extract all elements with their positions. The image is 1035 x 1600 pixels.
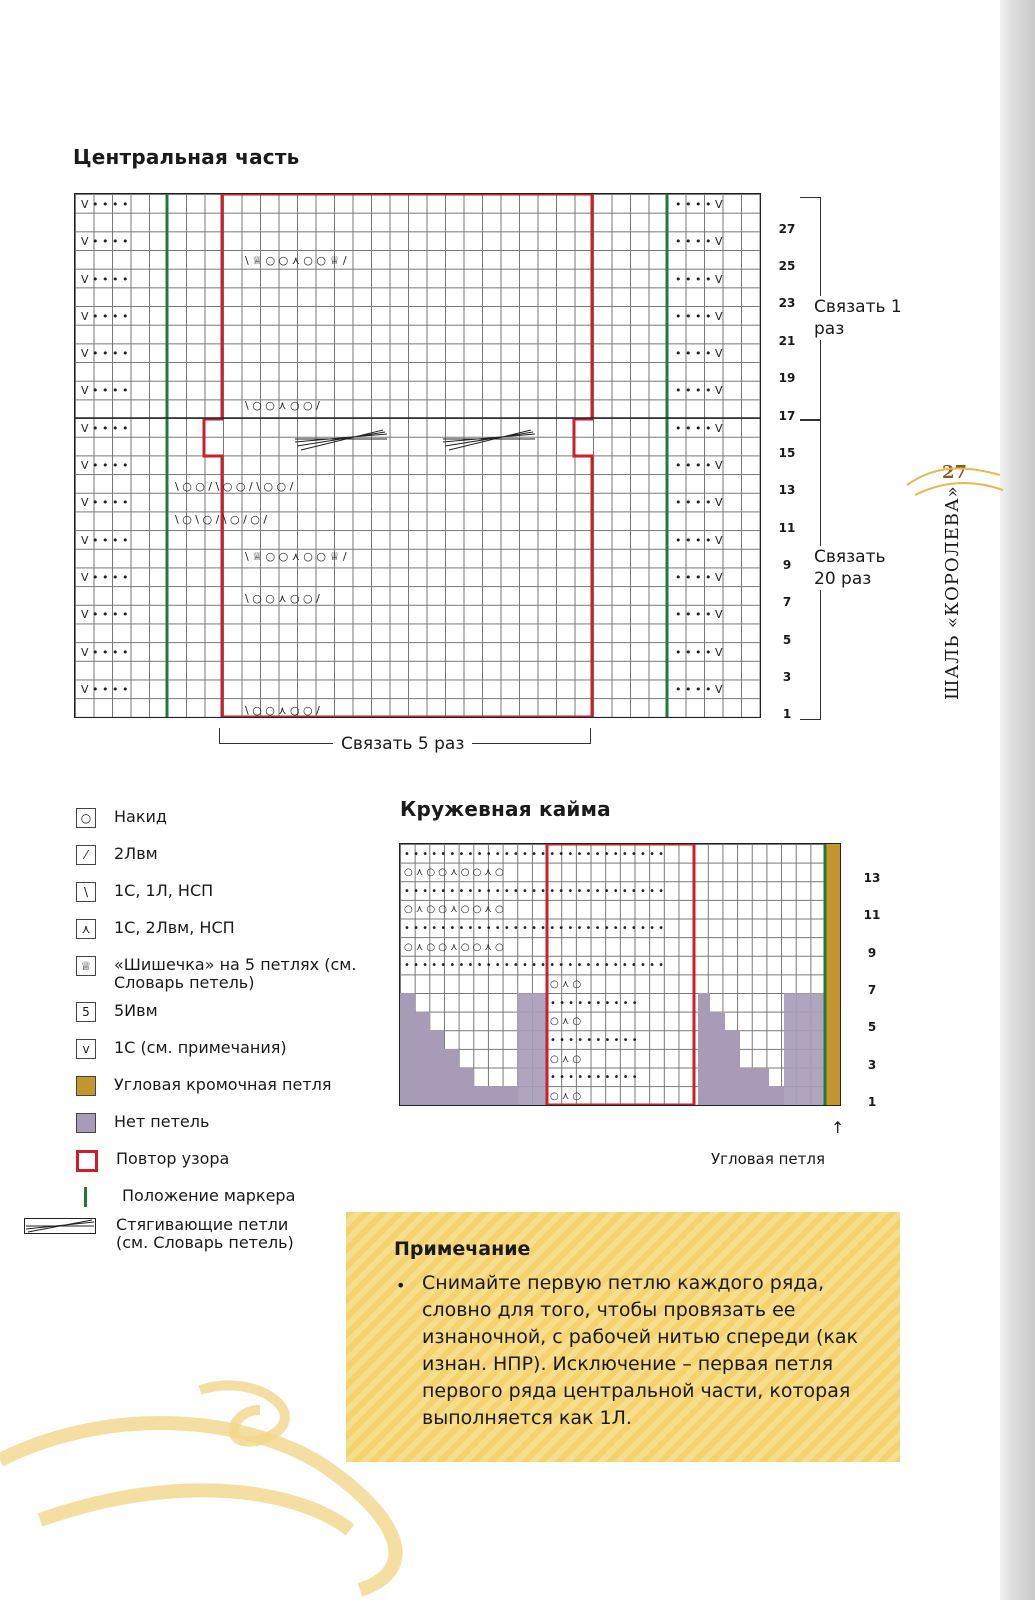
legend-label: Нет петель [114,1112,210,1131]
corner-arrow-icon: ↑ [831,1118,845,1137]
svg-text:V • • • •: V • • • • [81,310,129,323]
svg-text:• • • • • • • • • • • • • • •: • • • • • • • • • • • • • • • • • • • • • • • • • • • • • [404,849,665,860]
legend-label: 2Лвм [114,844,158,863]
legend-label: 1С, 2Лвм, НСП [114,918,235,937]
note-bullet-icon: • [396,1276,406,1295]
row-number: 19 [778,371,796,385]
legend-item [76,845,158,877]
central-chart-title: Центральная часть [73,145,300,169]
row-number: 5 [782,633,792,647]
svg-text:• • • • • • • • • •: • • • • • • • • • • [550,1035,638,1046]
svg-text:V • • • •: V • • • • [81,384,129,397]
gathered-stitches-marks [295,430,535,450]
svg-text:\ ♕ ○ ○ ⋏ ○ ○ ♕ /: \ ♕ ○ ○ ⋏ ○ ○ ♕ / [245,550,347,563]
repeat-label-top: Связать 1 раз [814,296,904,340]
svg-text:• • • • V: • • • • V [675,608,723,621]
legend-label: Повтор узора [116,1149,230,1168]
svg-text:○ ⋏ ○: ○ ⋏ ○ [550,1054,582,1065]
svg-text:V • • • •: V • • • • [81,608,129,621]
repeat-label-bottom: Связать 20 раз [814,546,904,590]
svg-text:• • • • V: • • • • V [675,422,723,435]
lace-repeat-outline [547,844,694,1105]
row-number: 21 [778,334,796,348]
legend-item [76,808,167,840]
note-box [346,1212,900,1462]
marker-line-icon [84,1187,87,1207]
svg-text:• • • • • • • • • • • • • • •: • • • • • • • • • • • • • • • • • • • • • • • • • • • • • [404,886,665,897]
lace-chart-overlay [400,844,840,1105]
central-chart-grid [74,193,761,718]
svg-text:V • • • •: V • • • • [81,683,129,696]
svg-text:○ ⋏ ○: ○ ⋏ ○ [550,1091,582,1102]
svg-text:○ ⋏ ○: ○ ⋏ ○ [550,1016,582,1027]
edge-symbols [81,198,723,696]
svg-text:○ ⋏ ○ ○: ○ ⋏ ○ ○ ⋏ ○ ○ ⋏ ○ [404,942,504,953]
pattern-repeat-outline [204,194,592,717]
svg-text:\ ○ \ ○ / \ ○ / ○ /: \ ○ \ ○ / \ ○ / ○ / [175,513,268,526]
k2tog-icon: ⁄ [76,845,96,865]
repeat-label-horizontal: Связать 5 раз [333,733,472,755]
svg-text:• • • • V: • • • • V [675,496,723,509]
svg-text:• • • • V: • • • • V [675,198,723,211]
svg-text:○ ⋏ ○ ○: ○ ⋏ ○ ○ ⋏ ○ ○ ⋏ ○ [404,867,504,878]
svg-text:\ ♕ ○ ○ ⋏ ○ ○ ♕ /: \ ♕ ○ ○ ⋏ ○ ○ ♕ / [245,254,347,267]
corner-stitch-label: Угловая петля [711,1150,825,1168]
svg-text:• • • • • • • • • • • • • • •: • • • • • • • • • • • • • • • • • • • • • • • • • • • • • [404,960,665,971]
svg-text:• • • • V: • • • • V [675,683,723,696]
svg-text:• • • • • • • • • • • • • • •: • • • • • • • • • • • • • • • • • • • • • • • • • • • • • [404,923,665,934]
svg-text:V • • • •: V • • • • [81,422,129,435]
central-chart-overlay [75,194,760,717]
legend-item [76,1076,332,1108]
svg-text:V • • • •: V • • • • [81,273,129,286]
row-number: 1 [782,707,792,721]
p5tog-icon: 5 [76,1002,96,1022]
note-text: Снимайте первую петлю каждого ряда, словно для того, чтобы провязать ее изнаночной, с рабочей нитью спереди (как изнан. НПР). Исключение – первая петля первого ряда центральной части, которая выполняется как 1Л. [422,1272,859,1429]
decorative-swirl-top [905,455,1005,505]
row-number: 1 [867,1095,877,1109]
row-number: 3 [782,670,792,684]
svg-text:V • • • •: V • • • • [81,235,129,248]
legend-item [76,955,376,992]
sk2p-icon: ⋏ [76,919,96,939]
row-number: 9 [867,946,877,960]
svg-text:• • • • V: • • • • V [675,571,723,584]
svg-text:• • • • V: • • • • V [675,347,723,360]
page-spine [1000,0,1035,1600]
svg-text:\ ○ ○ ⋏: \ ○ ○ ⋏ ○ ○ / [245,592,320,605]
row-number: 11 [863,908,881,922]
svg-text:○ ⋏ ○: ○ ⋏ ○ [550,979,582,990]
legend-label: Угловая кромочная петля [114,1075,332,1094]
legend-item [76,1002,158,1034]
svg-text:• • • • V: • • • • V [675,384,723,397]
row-number: 9 [782,558,792,572]
legend-label: Положение маркера [122,1186,296,1205]
svg-text:• • • • V: • • • • V [675,235,723,248]
gathered-stitches-icon [24,1216,96,1236]
row-number: 25 [778,259,796,273]
slip-icon: v [76,1039,96,1059]
page-number: 27 [942,462,968,483]
row-number: 13 [863,871,881,885]
corner-stitch-swatch [76,1076,96,1096]
row-number: 7 [782,595,792,609]
legend-label: Стягивающие петли (см. Словарь петель) [116,1215,294,1252]
svg-text:• • • • V: • • • • V [675,646,723,659]
row-number: 23 [778,296,796,310]
svg-text:\ ○ ○ ⋏: \ ○ ○ ⋏ ○ ○ / [245,399,320,412]
legend-item [24,1215,316,1252]
lace-chart-title: Кружевная кайма [400,797,611,821]
svg-text:V • • • •: V • • • • [81,347,129,360]
note-title: Примечание [394,1238,531,1260]
row-number: 3 [867,1058,877,1072]
svg-text:V • • • •: V • • • • [81,496,129,509]
no-stitch-cells [400,993,825,1105]
bobble-icon: ♕ [76,956,96,976]
row-number: 15 [778,446,796,460]
row-number: 5 [867,1020,877,1034]
svg-text:○ ⋏ ○ ○: ○ ⋏ ○ ○ ⋏ ○ ○ ⋏ ○ [404,904,504,915]
row-number: 13 [778,483,796,497]
corner-stitch-column [826,844,840,1105]
svg-text:• • • • V: • • • • V [675,459,723,472]
legend-label: 5Ивм [114,1001,158,1020]
yarn-over-icon: ○ [76,808,96,828]
row-number: 27 [778,222,796,236]
svg-text:V • • • •: V • • • • [81,646,129,659]
legend-item [76,1039,287,1071]
legend-label: «Шишечка» на 5 петлях (см. Словарь петель) [114,955,357,992]
legend-item [76,919,235,951]
no-stitch-swatch [76,1113,96,1133]
pattern-repeat-swatch [76,1150,98,1172]
legend-label: Накид [114,807,167,826]
svg-text:• • • • • • • • • •: • • • • • • • • • • [550,998,638,1009]
svg-text:• • • • V: • • • • V [675,273,723,286]
svg-text:\ ○ ○ / \ ○ ○: \ ○ ○ / \ ○ ○ / \ ○ ○ / [175,480,294,493]
legend-item [76,1150,229,1182]
svg-text:V • • • •: V • • • • [81,198,129,211]
svg-text:• • • • V: • • • • V [675,310,723,323]
lace-symbols-center [175,254,347,717]
svg-text:• • • • • • • • • •: • • • • • • • • • • [550,1072,638,1083]
legend-label: 1С (см. примечания) [114,1038,287,1057]
row-number: 11 [778,521,796,535]
svg-text:• • • • V: • • • • V [675,534,723,547]
legend-label: 1С, 1Л, НСП [114,881,214,900]
lace-chart-grid [399,843,841,1106]
side-title: ШАЛЬ «КОРОЛЕВА» [942,485,963,700]
svg-text:V • • • •: V • • • • [81,459,129,472]
skp-icon: \ [76,882,96,902]
legend-item [76,882,213,914]
svg-text:V • • • •: V • • • • [81,571,129,584]
legend-item [76,1113,209,1145]
row-number: 17 [778,409,796,423]
svg-text:\ ○ ○ ⋏: \ ○ ○ ⋏ ○ ○ / [245,704,320,717]
row-number: 7 [867,983,877,997]
svg-text:V • • • •: V • • • • [81,534,129,547]
